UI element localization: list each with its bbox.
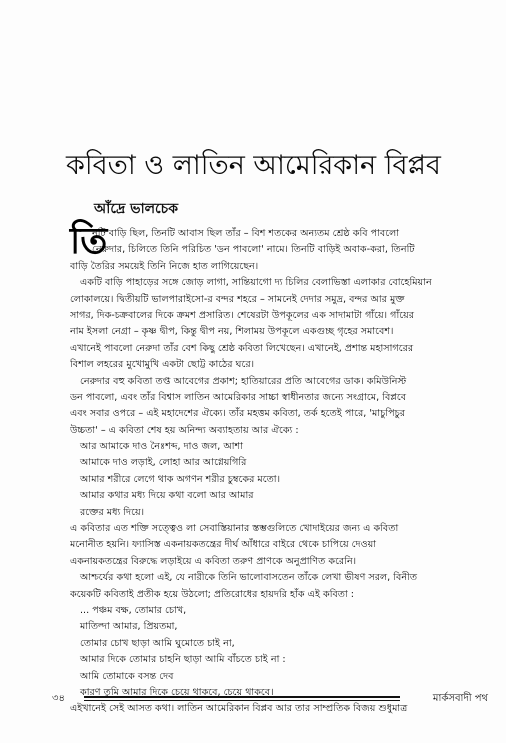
opening-paragraph	[70, 221, 488, 262]
text-line: কয়েকটি কবিতাই প্রতীক হয়ে উঠলো; প্রতিরোধের হায়দরি হাঁক এই কবিতা :	[70, 588, 355, 600]
text-line: একটি বাড়ি পাহাড়ের সঙ্গে জোড় লাগা, সান্তিয়াগো দ্য চিলির বেলাভিস্তা এলাকার বোহেমিয়ান	[80, 277, 432, 289]
text-line: মনোনীত হয়নি। ফ্যাসিস্ত একনায়কতন্ত্রের দীর্ঘ আঁধারে বাইরে থেকে চাপিয়ে দেওয়া	[70, 539, 377, 551]
article-title: কবিতা ও লাতিন আমেরিকান বিপ্লব	[66, 150, 441, 181]
poem-line: ... পঞ্চম বক্ষ, তোমার চোখ,	[80, 604, 187, 616]
drop-cap: তি	[70, 221, 108, 262]
text-line: নেরুদার বহু কবিতা তপ্ত আবেগের প্রকাশ; হাতিয়ারের প্রতি আবেগের ডাক। কমিউনিস্ট	[80, 375, 407, 387]
poem-line: আমার কথার মধ্য দিয়ে কথা বলো আর আমার	[80, 490, 254, 502]
page-number: ৩৪	[52, 693, 65, 704]
text-line: নেরুদার, চিলিতে তিনি পরিচিত 'ডন পাবলো' নামে। তিনটি বাড়িই অবাক-করা, তিনটি	[92, 244, 415, 256]
text-line: সাগর, দিক-চক্রবালের দিকে ক্রমশ প্রসারিত। শেষেরটা উপকূলের এক সাদামাটা গাঁয়ে। গাঁয়ের	[70, 309, 415, 321]
text-line: আশ্চর্যের কথা হলো এই, যে নারীকে তিনি ভালোবাসতেন তাঁকে লেখা ভীষণ সরল, বিনীত	[80, 572, 418, 584]
poem-line: আমাকে দাও লড়াই, লোহা আর আগ্নেয়গিরি	[80, 457, 247, 469]
article-author: আঁদ্রে ভালচেক	[94, 201, 179, 217]
text-line: এইখানেই সেই আসত কথা। লাতিন আমেরিকান বিপ্লব আর তার সাম্প্রতিক বিজয় শুধুমাত্র	[70, 703, 408, 715]
text-line: লোকালয়ে। দ্বিতীয়টি ভালপারাইসো-র বন্দর শহরে – সামনেই দেদার সমুদ্র, বন্দর আর মুক্ত	[70, 293, 405, 305]
text-line: উচ্চতা' – এ কবিতা শেষ হয় অনিন্দ্য অব্যাহতায় আর ঐক্যে :	[70, 424, 299, 436]
poem-line: আমি তোমাকে বসন্ত দেব	[80, 670, 174, 682]
text-line: বাড়ি তৈরির সময়েই তিনি নিজে হাত লাগিয়েছেন।	[70, 260, 259, 272]
text-line: নাম ইসলা নেগ্রা – কৃষ্ণ দ্বীপ, কিন্তু দ্বীপ নয়, শিলাময় উপকূলে একগুচ্ছ গৃহের সমাবেশ।	[70, 326, 394, 338]
text-line: একনায়কতন্ত্রের বিরুদ্ধে লড়াইয়ে এ কবিতা তরুণ প্রাণকে অনুপ্রাণিত করেনি।	[70, 555, 357, 567]
poem-line: আর আমাকে দাও নৈঃশব্দ, দাও জল, আশা	[80, 441, 244, 453]
text-line: এবং সবার ওপরে – এই মহাদেশের ঐক্যে। তাঁর মহত্তম কবিতা, তর্ক হতেই পারে, 'মাচুপিচুর	[70, 408, 406, 420]
poem-line: কারণ তুমি আমার দিকে চেয়ে থাকবে, চেয়ে থাকবে।	[80, 686, 274, 698]
poem-line: রক্তের মধ্য দিয়ে।	[80, 506, 145, 518]
poem-line: আমার শরীরে লেগে থাক অগণন শরীর চুম্বকের মতো।	[80, 473, 281, 485]
text-line: ডন পাবলো, এবং তাঁর বিশ্বাস লাতিন আমেরিকার সাচ্চা স্বাধীনতার জন্যে সংগ্রামে, বিপ্লবে	[70, 391, 407, 403]
text-line: বিশাল লহরের মুখোমুখি একটা ছোট্ট কাঠের ঘরে।	[70, 359, 255, 371]
article-body	[70, 221, 488, 718]
footer-rule-thin	[84, 700, 400, 701]
poem-line: মাতিল্দা আমার, প্রিয়তমা,	[80, 621, 178, 633]
page-footer	[52, 689, 488, 711]
footer-rule-thick	[84, 696, 400, 698]
body-lines	[70, 259, 488, 718]
journal-name: মার্কসবাদী পথ	[432, 693, 488, 704]
text-line: এ কবিতার এত শক্তি সত্ত্বেও লা সেবাস্তিয়ানার স্তম্ভগুলিতে খোদাইয়ের জন্য এ কবিতা	[70, 523, 399, 535]
text-line: নটি বাড়ি ছিল, তিনটি আবাস ছিল তাঁর – বিশ শতকের অন্যতম শ্রেষ্ঠ কবি পাবলো	[92, 228, 400, 239]
poem-line: তোমার চোখ ছাড়া আমি ঘুমোতে চাই না,	[80, 637, 235, 649]
text-line: এখানেই পাবলো নেরুদা তাঁর বেশ কিছু শ্রেষ্ঠ কবিতা লিখেছেন। এখানেই, প্রশান্ত মহাসাগরের	[70, 342, 414, 354]
poem-line: আমার দিকে তোমার চাহনি ছাড়া আমি বাঁচতে চাই না :	[80, 654, 286, 666]
